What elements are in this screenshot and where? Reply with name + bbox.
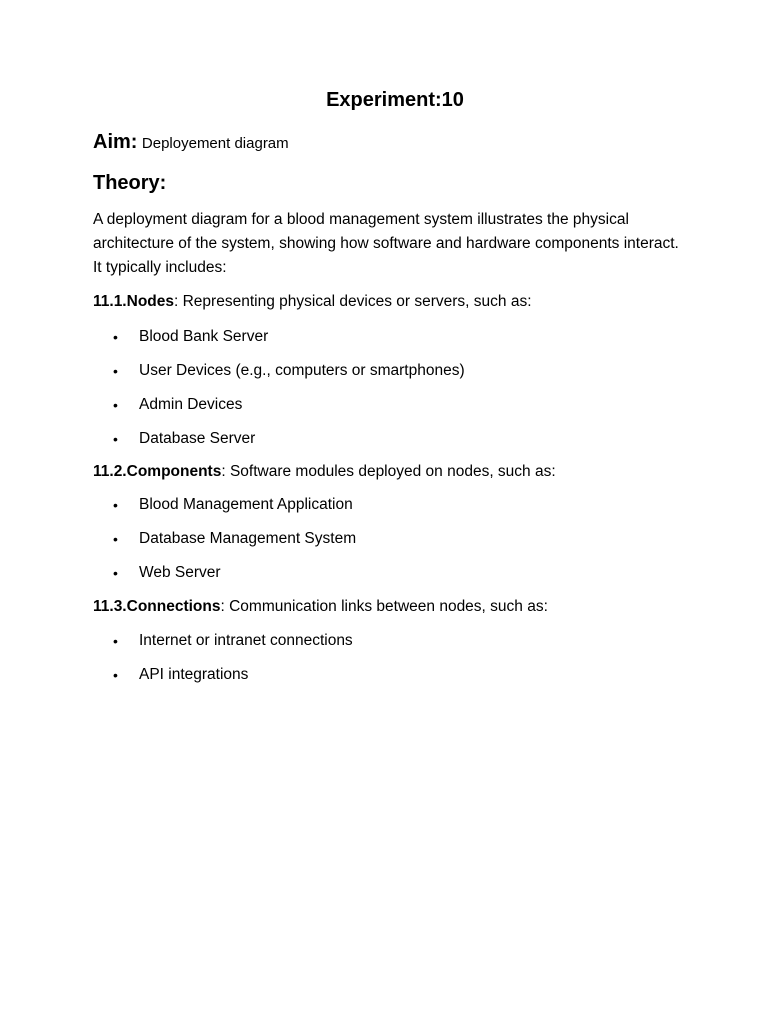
aim-label: Aim: <box>93 131 138 153</box>
list-item-text: Admin Devices <box>139 396 243 413</box>
list-item-text: Blood Management Application <box>139 496 353 513</box>
bullet-icon: • <box>113 329 118 345</box>
list-item-text: User Devices (e.g., computers or smartphones) <box>139 362 465 379</box>
section-name: Components <box>126 463 222 480</box>
aim-line <box>93 128 289 158</box>
section-description: : Representing physical devices or servers, such as: <box>174 293 532 310</box>
section-description: : Software modules deployed on nodes, such as: <box>221 463 556 480</box>
bullet-icon: • <box>113 363 118 379</box>
section-description: : Communication links between nodes, such as: <box>220 598 548 615</box>
list-item-text: API integrations <box>139 666 249 683</box>
bullet-icon: • <box>113 531 118 547</box>
list-item-text: Blood Bank Server <box>139 328 269 345</box>
section-number: 11.3. <box>93 598 127 615</box>
theory-heading: Theory: <box>93 172 167 194</box>
bullet-icon: • <box>113 397 118 413</box>
section-name: Nodes <box>126 293 174 310</box>
section-heading-connections <box>93 596 548 618</box>
section-number: 11.2. <box>93 463 127 480</box>
section-heading-nodes <box>93 291 532 313</box>
list-item-text: Internet or intranet connections <box>139 632 353 649</box>
aim-text: Deployement diagram <box>141 135 289 152</box>
bullet-icon: • <box>113 565 118 581</box>
list-item-text: Web Server <box>139 564 221 581</box>
section-name: Connections <box>126 598 221 615</box>
intro-paragraph: A deployment diagram for a blood management system illustrates the physical architecture of the system, showing how software and hardware components interact. It typically includes: <box>93 211 679 276</box>
list-item-text: Database Management System <box>139 530 357 547</box>
bullet-icon: • <box>113 667 118 683</box>
list-item-text: Database Server <box>139 430 256 447</box>
bullet-icon: • <box>113 431 118 447</box>
bullet-icon: • <box>113 497 118 513</box>
bullet-icon: • <box>113 633 118 649</box>
page-title: Experiment:10 <box>326 89 464 111</box>
section-heading-components <box>93 461 556 483</box>
section-number: 11.1. <box>93 293 127 310</box>
